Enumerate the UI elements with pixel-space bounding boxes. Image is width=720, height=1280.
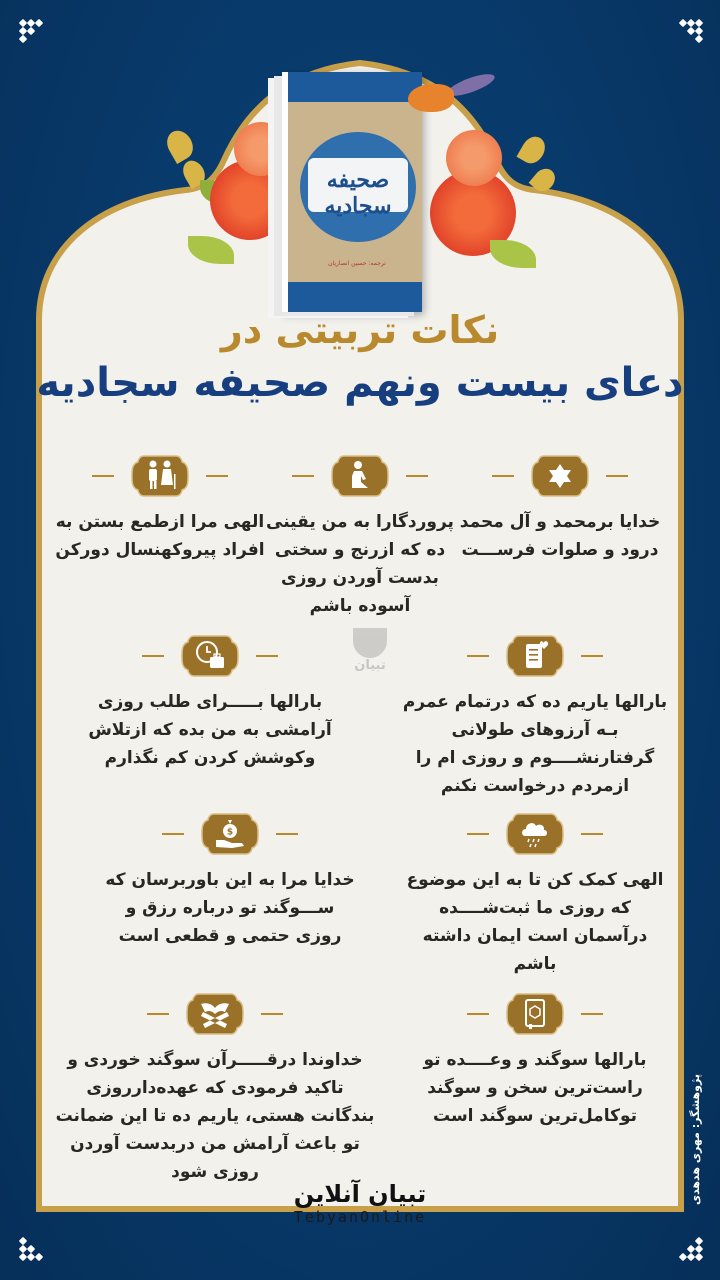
item-text: خداوندا درقـــــرآن سوگند خوردی و تاکید فرمودی که عهده‌دارروزی بندگانت هستی، یاریم ده تا این ضمانت تو باعث آرامش من دربدست آوردن روزی شود bbox=[55, 1050, 375, 1182]
list-item bbox=[105, 810, 355, 950]
page-title-line1: نکات تربیتی در bbox=[220, 308, 500, 352]
elderly-couple-icon bbox=[130, 452, 190, 500]
list-item bbox=[55, 990, 375, 1186]
praying-person-icon bbox=[330, 452, 390, 500]
svg-text:$: $ bbox=[226, 827, 234, 838]
watermark-label: تبیان bbox=[354, 658, 386, 673]
book-sahifa-sajjadiyya bbox=[282, 72, 422, 312]
item-text: بارالها یاریم ده که درتمام عمرم بـه آرزوهای طولانی گرفتارنشــــوم و روزی ام را ازمردم درخواست نکنم bbox=[402, 692, 668, 796]
list-item bbox=[255, 452, 465, 620]
book-subtitle: ترجمه: حسین انصاریان bbox=[328, 260, 386, 267]
wishlist-heart-icon bbox=[505, 632, 565, 680]
tebyan-online-logo bbox=[0, 1180, 720, 1226]
item-text: الهی کمک کن تا به این موضوع که روزی ما ثبت‌شــــده درآسمان است ایمان داشته باشم bbox=[406, 870, 664, 974]
list-item bbox=[405, 810, 665, 978]
item-text: خدایا مرا به این باوربرسان که ســـوگند تو درباره رزق و روزی حتمی و قطعی است bbox=[105, 870, 355, 946]
money-bag-hand-icon bbox=[200, 810, 260, 858]
brand-persian: تبیان آنلاین bbox=[293, 1180, 427, 1208]
bird-icon bbox=[408, 84, 454, 112]
item-text: پروردگارا به من یقینی ده که ازرنج و سختی بدست آوردن روزی آسوده باشم bbox=[266, 512, 454, 616]
researcher-credit: پژوهشگر: مهری هدهدی bbox=[689, 1074, 702, 1205]
page-title-line2: دعای بیست ونهم صحیفه سجادیه bbox=[36, 360, 684, 406]
item-text: الهی مرا ازطمع بستن به افراد پیروکهنسال دورکن bbox=[55, 512, 265, 560]
open-quran-rehal-icon bbox=[185, 990, 245, 1038]
muhammad-calligraphy-icon bbox=[530, 452, 590, 500]
list-item bbox=[455, 452, 665, 564]
hero-illustration bbox=[150, 60, 570, 300]
tebyan-logo-icon bbox=[353, 628, 387, 658]
list-item bbox=[400, 632, 670, 800]
tebyan-watermark bbox=[338, 628, 402, 692]
corner-ornament-bottom-left bbox=[18, 1236, 42, 1260]
list-item bbox=[45, 452, 275, 564]
list-item bbox=[75, 632, 345, 772]
list-item bbox=[415, 990, 655, 1130]
corner-ornament-top-left bbox=[18, 18, 42, 42]
item-text: بارالها بـــــرای طلب روزی آرامشی به من بده که ازتلاش وکوشش کردن کم نگذارم bbox=[88, 692, 332, 768]
corner-ornament-bottom-right bbox=[678, 1236, 702, 1260]
quran-book-icon bbox=[505, 990, 565, 1038]
corner-ornament-top-right bbox=[678, 18, 702, 42]
item-text: بارالها سوگند و وعــــده تو راست‌ترین سخن و سوگند توکامل‌ترین سوگند است bbox=[423, 1050, 647, 1126]
book-title: صحیفه سجادیه bbox=[324, 167, 392, 219]
item-text: خدایا برمحمد و آل محمد درود و صلوات فرســـت bbox=[459, 512, 661, 560]
rain-cloud-icon bbox=[505, 810, 565, 858]
brand-english: TebyanOnline bbox=[293, 1208, 427, 1226]
clock-briefcase-icon bbox=[180, 632, 240, 680]
